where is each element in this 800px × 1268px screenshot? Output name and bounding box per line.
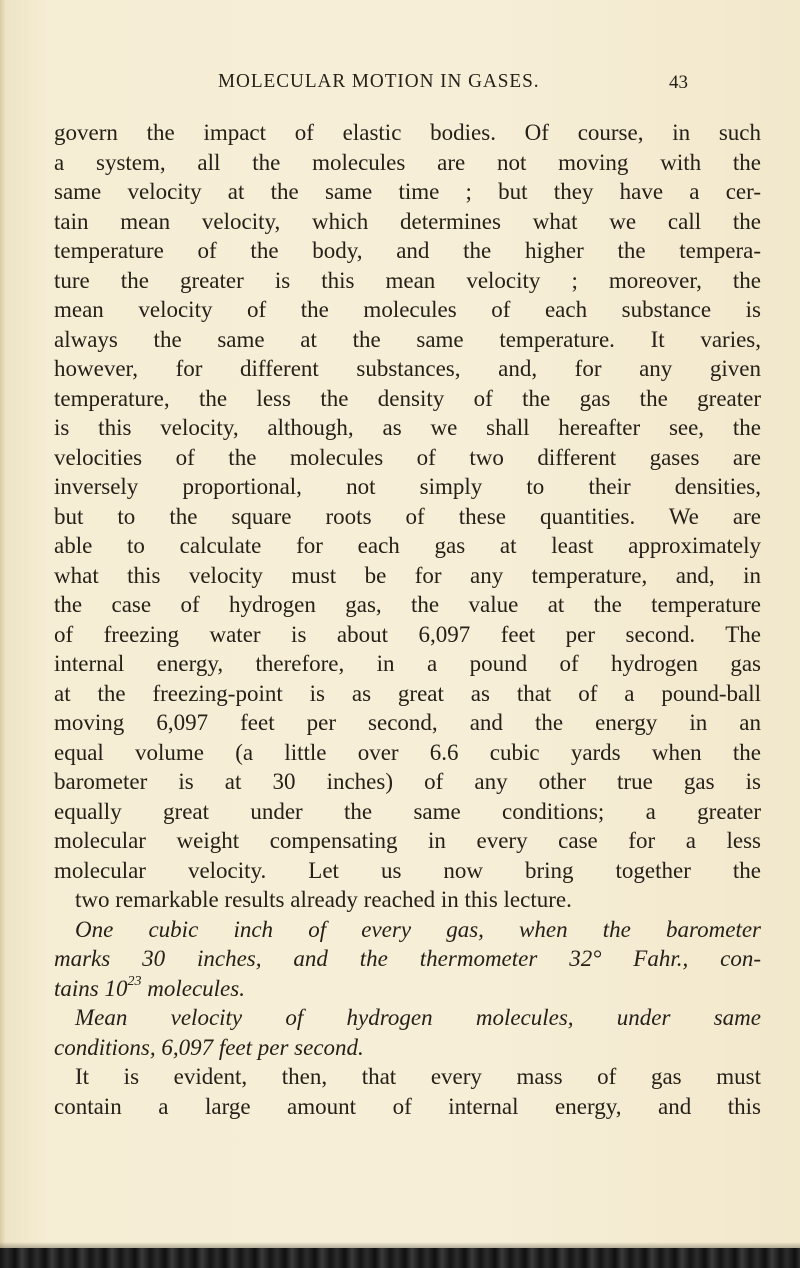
text-line: tain mean velocity, which determines what we call the bbox=[54, 208, 761, 234]
text-line: govern the impact of elastic bodies. Of course, in such bbox=[54, 120, 761, 145]
text-line: is this velocity, although, as we shall hereafter see, the bbox=[54, 415, 761, 440]
text-line: what this velocity must be for any temperature, and, in bbox=[54, 562, 761, 588]
page-header bbox=[218, 70, 688, 100]
text-line: same velocity at the same time ; but they have a cer- bbox=[54, 179, 761, 204]
text-line: internal energy, therefore, in a pound of hydrogen gas bbox=[54, 651, 761, 676]
text-line: moving 6,097 feet per second, and the energy in an bbox=[54, 710, 761, 735]
text-line: marks 30 inches, and the thermometer 32° Fahr., con- bbox=[54, 946, 761, 971]
text-line: but to the square roots of these quantities. We are bbox=[54, 503, 761, 529]
text-line: two remarkable results already reached in this lecture. bbox=[75, 887, 572, 912]
text-line: of freezing water is about 6,097 feet per second. The bbox=[54, 621, 761, 647]
text-line: temperature of the body, and the higher the tempera- bbox=[54, 238, 761, 263]
text-fragment: molecules. bbox=[141, 975, 245, 1001]
text-line: Mean velocity of hydrogen molecules, under same bbox=[75, 1005, 761, 1030]
scan-bottom-edge bbox=[0, 1248, 800, 1268]
text-line: at the freezing-point is as great as that of a pound-ball bbox=[54, 680, 761, 706]
italic-statement-molecule-count bbox=[54, 915, 761, 1004]
text-line: however, for different substances, and, for any given bbox=[54, 356, 761, 381]
paragraph-2 bbox=[54, 1062, 761, 1121]
exponent: 23 bbox=[127, 973, 142, 989]
text-line: a system, all the molecules are not moving with the bbox=[54, 149, 761, 175]
page-spine-edge bbox=[0, 0, 6, 1268]
text-line: molecular velocity. Let us now bring together the bbox=[54, 857, 761, 883]
body-text bbox=[54, 118, 761, 1121]
text-line: conditions, 6,097 feet per second. bbox=[54, 1034, 364, 1060]
text-line: temperature, the less the density of the gas the greater bbox=[54, 385, 761, 411]
text-line bbox=[54, 974, 761, 1004]
text-line: inversely proportional, not simply to their densities, bbox=[54, 474, 761, 499]
text-line: velocities of the molecules of two different gases are bbox=[54, 444, 761, 470]
text-line: ture the greater is this mean velocity ; moreover, the bbox=[54, 267, 761, 293]
italic-statement-hydrogen-velocity bbox=[54, 1003, 761, 1062]
text-line: contain a large amount of internal energy, and this bbox=[54, 1093, 761, 1119]
text-line: equal volume (a little over 6.6 cubic yards when the bbox=[54, 739, 761, 765]
text-line: One cubic inch of every gas, when the barometer bbox=[75, 916, 761, 942]
text-line: the case of hydrogen gas, the value at the temperature bbox=[54, 592, 761, 617]
text-line: always the same at the same temperature. It varies, bbox=[54, 326, 761, 352]
page-number: 43 bbox=[669, 72, 688, 93]
running-head: MOLECULAR MOTION IN GASES. bbox=[218, 70, 540, 92]
text-line: able to calculate for each gas at least approximately bbox=[54, 533, 761, 558]
text-line: molecular weight compensating in every case for a less bbox=[54, 828, 761, 853]
text-line: barometer is at 30 inches) of any other true gas is bbox=[54, 769, 761, 794]
text-line: mean velocity of the molecules of each substance is bbox=[54, 297, 761, 322]
text-line: equally great under the same conditions; a greater bbox=[54, 798, 761, 824]
text-fragment: tains 10 bbox=[54, 975, 128, 1001]
text-line: It is evident, then, that every mass of gas must bbox=[75, 1064, 761, 1089]
paragraph-1 bbox=[54, 118, 761, 915]
